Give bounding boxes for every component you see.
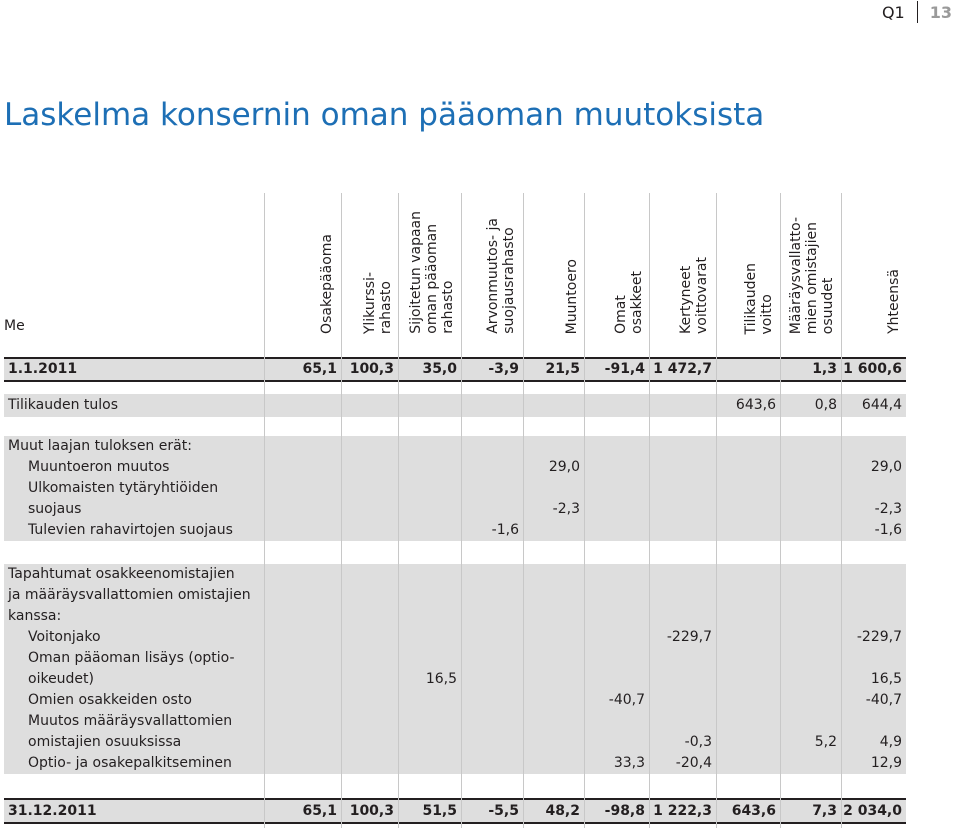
row-label: Optio- ja osakepalkitseminen: [28, 755, 232, 771]
row-label: 31.12.2011: [8, 802, 97, 819]
table-row: [4, 357, 906, 382]
table-cell: -1,6: [874, 522, 902, 538]
row-label: Muuntoeron muutos: [28, 459, 170, 475]
table-row: [4, 606, 906, 627]
table-row: [4, 478, 906, 499]
table-cell: 21,5: [545, 361, 580, 377]
page-number: [882, 0, 952, 24]
table-cell: -229,7: [666, 629, 712, 645]
column-header: Sijoitetun vapaan oman pääoman rahasto: [408, 211, 456, 334]
table-cell: 643,6: [731, 802, 776, 819]
table-cell: -91,4: [604, 361, 645, 377]
table-row: [4, 690, 906, 711]
column-separator: [264, 193, 265, 828]
table-cell: 33,3: [613, 755, 645, 771]
column-header: Muuntoero: [564, 258, 580, 334]
column-separator: [398, 193, 399, 828]
table-cell: 29,0: [870, 459, 902, 475]
column-header: Tilikauden voitto: [743, 262, 775, 334]
table-cell: 7,3: [812, 802, 837, 819]
table-cell: 1,3: [812, 361, 837, 377]
table-row: [4, 564, 906, 585]
table-cell: 1 600,6: [843, 361, 902, 377]
row-label: Tulevien rahavirtojen suojaus: [28, 522, 233, 538]
table-cell: 100,3: [349, 361, 394, 377]
page-number-value: 13: [929, 2, 952, 22]
table-cell: -1,6: [491, 522, 519, 538]
row-label: Ulkomaisten tytäryhtiöiden: [28, 480, 219, 496]
table-row: [4, 585, 906, 606]
table-row: [4, 457, 906, 478]
column-header: Kertyneet voittovarat: [678, 257, 710, 334]
table-cell: -229,7: [856, 629, 902, 645]
row-label: Muut laajan tuloksen erät:: [8, 438, 192, 454]
table-cell: -98,8: [604, 802, 645, 819]
row-label: Oman pääoman lisäys (optio-: [28, 650, 235, 666]
section-label: Q1: [881, 2, 905, 22]
page-title: Laskelma konsernin oman pääoman muutoksista: [4, 97, 765, 133]
table-cell: 5,2: [814, 734, 837, 750]
column-separator: [841, 193, 842, 828]
table-cell: -3,9: [488, 361, 519, 377]
column-header: Ylikurssi- rahasto: [362, 271, 394, 334]
column-header: Määräysvallatto- mien omistajien osuudet: [788, 216, 836, 334]
column-separator: [341, 193, 342, 828]
table-cell: 4,9: [879, 734, 902, 750]
row-label: 1.1.2011: [8, 361, 78, 377]
table-cell: 643,6: [735, 397, 776, 413]
table-row: [4, 669, 906, 690]
table-cell: 1 472,7: [653, 361, 712, 377]
column-separator: [584, 193, 585, 828]
table-cell: 65,1: [302, 802, 337, 819]
column-header: Omat osakkeet: [613, 271, 645, 334]
column-separator: [649, 193, 650, 828]
table-row: [4, 732, 906, 753]
table-cell: -2,3: [874, 501, 902, 517]
table-cell: -20,4: [675, 755, 712, 771]
row-label: Tilikauden tulos: [8, 397, 119, 413]
column-header: Osakepääoma: [319, 234, 335, 334]
table-cell: 29,0: [548, 459, 580, 475]
table-row: [4, 394, 906, 417]
table-cell: 48,2: [545, 802, 580, 819]
table-row: [4, 711, 906, 732]
table-cell: 16,5: [870, 671, 902, 687]
table-cell: -5,5: [488, 802, 519, 819]
table-cell: 65,1: [302, 361, 337, 377]
table-cell: 0,8: [814, 397, 837, 413]
column-separator: [780, 193, 781, 828]
row-label: Muutos määräysvallattomien: [28, 713, 233, 729]
row-label: ja määräysvallattomien omistajien: [8, 587, 251, 603]
table-row: [4, 798, 906, 824]
table-cell: 100,3: [349, 802, 394, 819]
table-cell: -40,7: [865, 692, 902, 708]
table-cell: 12,9: [870, 755, 902, 771]
column-separator: [716, 193, 717, 828]
table-cell: -2,3: [552, 501, 580, 517]
column-header: Arvonmuutos- ja suojausrahasto: [485, 218, 517, 334]
row-label: oikeudet): [28, 671, 95, 687]
row-label: Voitonjako: [28, 629, 101, 645]
row-label: kanssa:: [8, 608, 62, 624]
table-row: [4, 436, 906, 457]
table-row: [4, 648, 906, 669]
row-label: Tapahtumat osakkeenomistajien: [8, 566, 235, 582]
row-label: suojaus: [28, 501, 82, 517]
column-header: Yhteensä: [886, 269, 902, 334]
column-separator: [461, 193, 462, 828]
table-cell: 644,4: [861, 397, 902, 413]
table-cell: 35,0: [422, 361, 457, 377]
table-cell: -0,3: [684, 734, 712, 750]
unit-label: Me: [4, 318, 25, 334]
equity-changes-table: [4, 193, 906, 828]
table-cell: 16,5: [425, 671, 457, 687]
table-row: [4, 499, 906, 520]
table-cell: -40,7: [608, 692, 645, 708]
row-label: omistajien osuuksissa: [28, 734, 182, 750]
table-row: [4, 627, 906, 648]
table-cell: 2 034,0: [843, 802, 902, 819]
column-separator: [523, 193, 524, 828]
table-cell: 51,5: [422, 802, 457, 819]
row-label: Omien osakkeiden osto: [28, 692, 192, 708]
table-row: [4, 520, 906, 541]
table-cell: 1 222,3: [653, 802, 712, 819]
table-row: [4, 753, 906, 774]
